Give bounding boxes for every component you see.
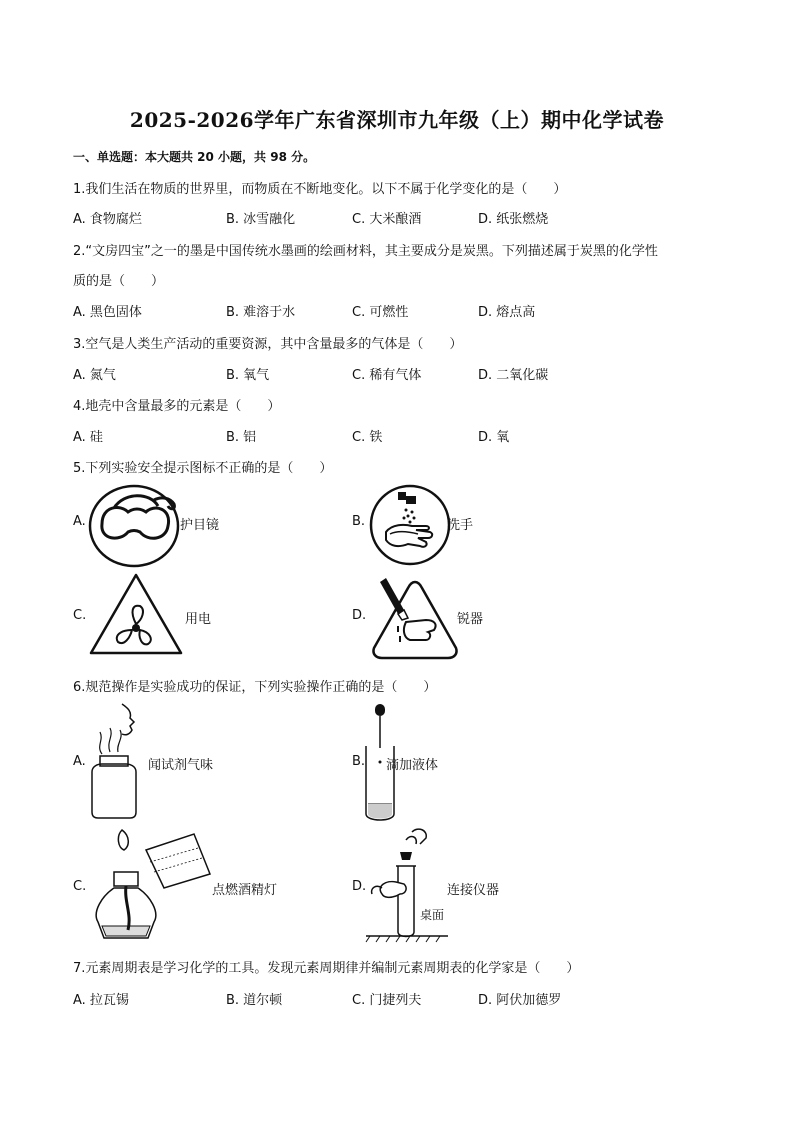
q5-option-d-letter: D.: [352, 608, 367, 623]
q5-option-d-label: 锐器: [457, 612, 484, 627]
q4-option-d: D. 氧: [478, 430, 510, 445]
q1-option-d: D. 纸张燃烧: [478, 212, 549, 227]
q2-option-a: A. 黑色固体: [73, 305, 142, 320]
q5-option-c-letter: C.: [73, 608, 87, 623]
q2-option-d: D. 熔点高: [478, 305, 536, 320]
q4-option-c: C. 铁: [352, 430, 383, 445]
q7-option-a: A. 拉瓦锡: [73, 993, 129, 1008]
q5-option-a-label: 护目镜: [180, 518, 220, 533]
question-5-stem: 5.下列实验安全提示图标不正确的是（ ）: [73, 461, 333, 476]
q6-option-c-label: 点燃酒精灯: [212, 883, 278, 898]
q5-option-b-label: 洗手: [447, 518, 474, 533]
q3-option-d: D. 二氧化碳: [478, 368, 549, 383]
alcohol-lamp-icon: [88, 826, 212, 948]
q6-option-b-letter: B.: [352, 754, 366, 769]
q5-option-a-letter: A.: [73, 514, 86, 529]
q1-option-b: B. 冰雪融化: [226, 212, 296, 227]
question-6-stem: 6.规范操作是实验成功的保证，下列实验操作正确的是（ ）: [73, 680, 437, 695]
q6-option-a-label: 闻试剂气味: [148, 758, 214, 773]
q2-option-c: C. 可燃性: [352, 305, 409, 320]
q5-option-b-letter: B.: [352, 514, 366, 529]
section-heading: 一、单选题：本大题共 20 小题，共 98 分。: [73, 150, 316, 164]
question-2-stem-line2: 质的是（ ）: [73, 274, 165, 289]
q3-option-a: A. 氮气: [73, 368, 116, 383]
question-1-stem: 1.我们生活在物质的世界里，而物质在不断地变化。以下不属于化学变化的是（ ）: [73, 182, 567, 197]
q3-option-c: C. 稀有气体: [352, 368, 422, 383]
q7-option-d: D. 阿伏加德罗: [478, 993, 562, 1008]
q1-option-c: C. 大米酿酒: [352, 212, 422, 227]
sharp-object-icon: [370, 576, 460, 664]
q5-option-c-label: 用电: [185, 612, 212, 627]
exam-title: 2025-2026学年广东省深圳市九年级（上）期中化学试卷: [129, 108, 665, 132]
question-7-stem: 7.元素周期表是学习化学的工具。发现元素周期律并编制元素周期表的化学家是（ ）: [73, 961, 580, 976]
question-3-stem: 3.空气是人类生产活动的重要资源，其中含量最多的气体是（ ）: [73, 337, 463, 352]
hand-wash-icon: [368, 484, 452, 570]
q6-option-a-letter: A.: [73, 754, 86, 769]
q4-option-b: B. 铝: [226, 430, 257, 445]
question-4-stem: 4.地壳中含量最多的元素是（ ）: [73, 399, 281, 414]
q7-option-c: C. 门捷列夫: [352, 993, 422, 1008]
q4-option-a: A. 硅: [73, 430, 103, 445]
table-surface-label: 桌面: [420, 908, 445, 922]
q7-option-b: B. 道尔顿: [226, 993, 283, 1008]
q3-option-b: B. 氧气: [226, 368, 270, 383]
question-2-stem-line1: 2.“文房四宝”之一的墨是中国传统水墨画的绘画材料，其主要成分是炭黑。下列描述属于炭黑的化学性: [73, 244, 658, 259]
q6-option-d-label: 连接仪器: [447, 883, 500, 898]
q1-option-a: A. 食物腐烂: [73, 212, 142, 227]
q6-option-c-letter: C.: [73, 879, 87, 894]
goggles-icon: [88, 484, 180, 572]
q6-option-d-letter: D.: [352, 879, 367, 894]
connect-apparatus-icon: [366, 824, 448, 948]
q6-option-b-label: 滴加液体: [386, 758, 439, 773]
smell-reagent-icon: [88, 700, 144, 822]
fan-warning-icon: [88, 572, 184, 660]
q2-option-b: B. 难溶于水: [226, 305, 296, 320]
